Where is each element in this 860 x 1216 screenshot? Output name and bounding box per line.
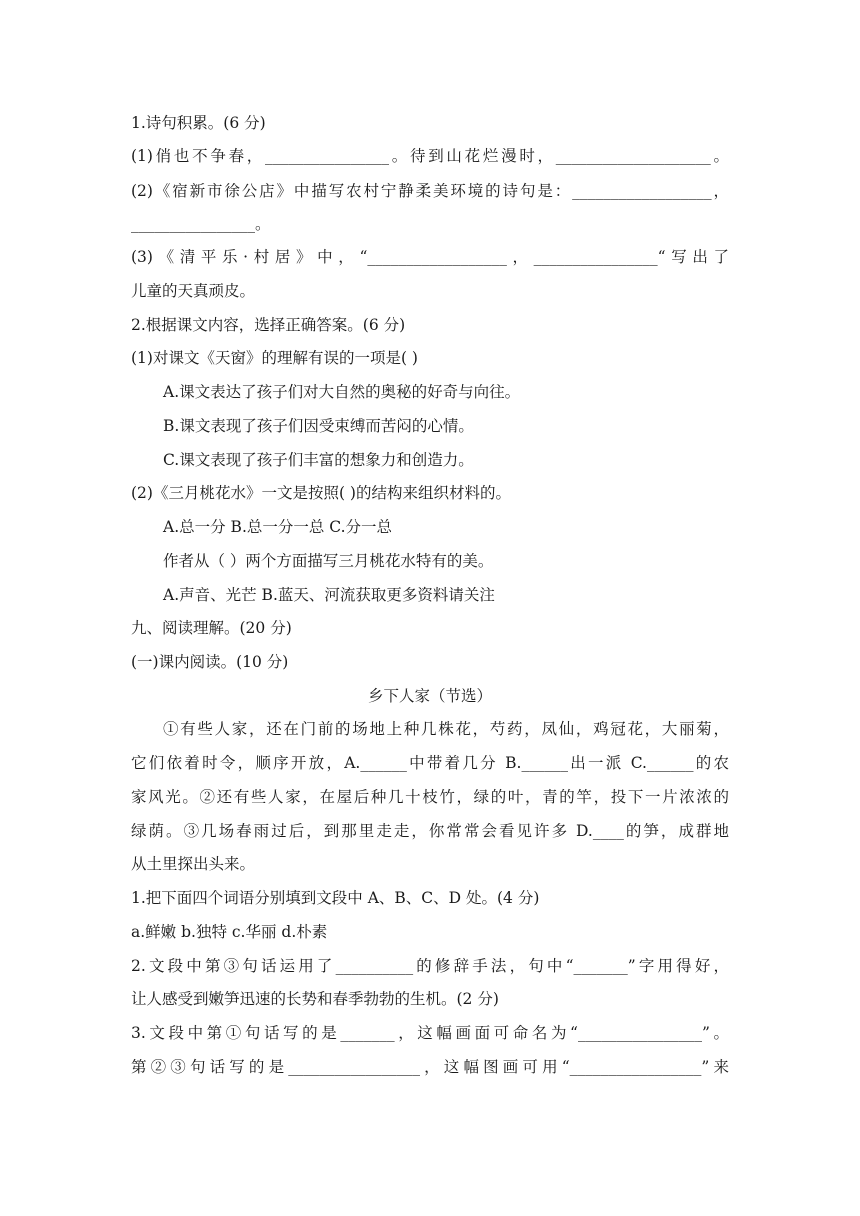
passage-line-1: ①有些人家，还在门前的场地上种几株花，芍药，凤仙，鸡冠花，大丽菊，: [163, 720, 729, 738]
passage-line-5: 从土里探出头来。: [131, 855, 256, 873]
q2-item-1-option-c: C.课文表现了孩子们丰富的想象力和创造力。: [163, 451, 474, 469]
q2-item-3-options: A.声音、光芒 B.蓝天、河流获取更多资料请关注: [163, 586, 495, 604]
q1-title: 1.诗句积累。(6 分): [131, 114, 266, 132]
reading-q1-words: a.鲜嫩 b.独特 c.华丽 d.朴素: [131, 923, 328, 941]
passage-line-3: 家风光。②还有些人家，在屋后种几十枝竹，绿的叶，青的竿，投下一片浓浓的: [131, 788, 729, 806]
q1-item-2-cont: ________________。: [131, 215, 271, 233]
q1-item-1: (1)俏也不争春，________________。待到山花烂漫时，____________________。: [131, 147, 729, 165]
q2-item-2-options: A.总一分 B.总一分一总 C.分一总: [163, 518, 393, 536]
q2-item-1: (1)对课文《天窗》的理解有误的一项是( ): [131, 349, 418, 367]
q2-item-2: (2)《三月桃花水》一文是按照( )的结构来组织材料的。: [131, 484, 511, 502]
q1-item-3-cont: 儿童的天真顽皮。: [131, 282, 256, 300]
q2-item-1-option-b: B.课文表现了孩子们因受束缚而苦闷的心情。: [163, 417, 474, 435]
q2-item-1-option-a: A.课文表达了孩子们对大自然的奥秘的好奇与向往。: [163, 383, 521, 401]
reading-q1: 1.把下面四个词语分别填到文段中 A、B、C、D 处。(4 分): [131, 889, 540, 907]
passage-line-4: 绿荫。③几场春雨过后，到那里走走，你常常会看见许多 D.____的笋，成群地: [131, 822, 729, 840]
q1-item-2: (2)《宿新市徐公店》中描写农村宁静柔美环境的诗句是：__________________，: [131, 182, 729, 200]
passage-line-2: 它们依着时令，顺序开放，A.______中带着几分 B.______出一派 C.______的农: [131, 754, 729, 772]
reading-part-1-title: (一)课内阅读。(10 分): [131, 653, 289, 671]
reading-q2-cont: 让人感受到嫩笋迅速的长势和春季勃勃的生机。(2 分): [131, 990, 499, 1008]
q2-title: 2.根据课文内容，选择正确答案。(6 分): [131, 316, 406, 334]
q2-item-3: 作者从（ ）两个方面描写三月桃花水特有的美。: [163, 552, 494, 570]
q1-item-3: (3)《清平乐·村居》中，“__________________，________________“写出了: [131, 248, 729, 266]
reading-q3-cont: 第②③句话写的是_________________，这幅图画可用“_________________”来: [131, 1058, 729, 1076]
reading-q2: 2.文段中第③句话运用了__________的修辞手法，句中“_______”字用得好，: [131, 957, 729, 975]
reading-q3: 3.文段中第①句话写的是_______，这幅画面可命名为“________________”。: [131, 1024, 729, 1042]
passage-title: 乡下人家（节选）: [367, 687, 492, 705]
section-9-title: 九、阅读理解。(20 分): [131, 619, 292, 637]
